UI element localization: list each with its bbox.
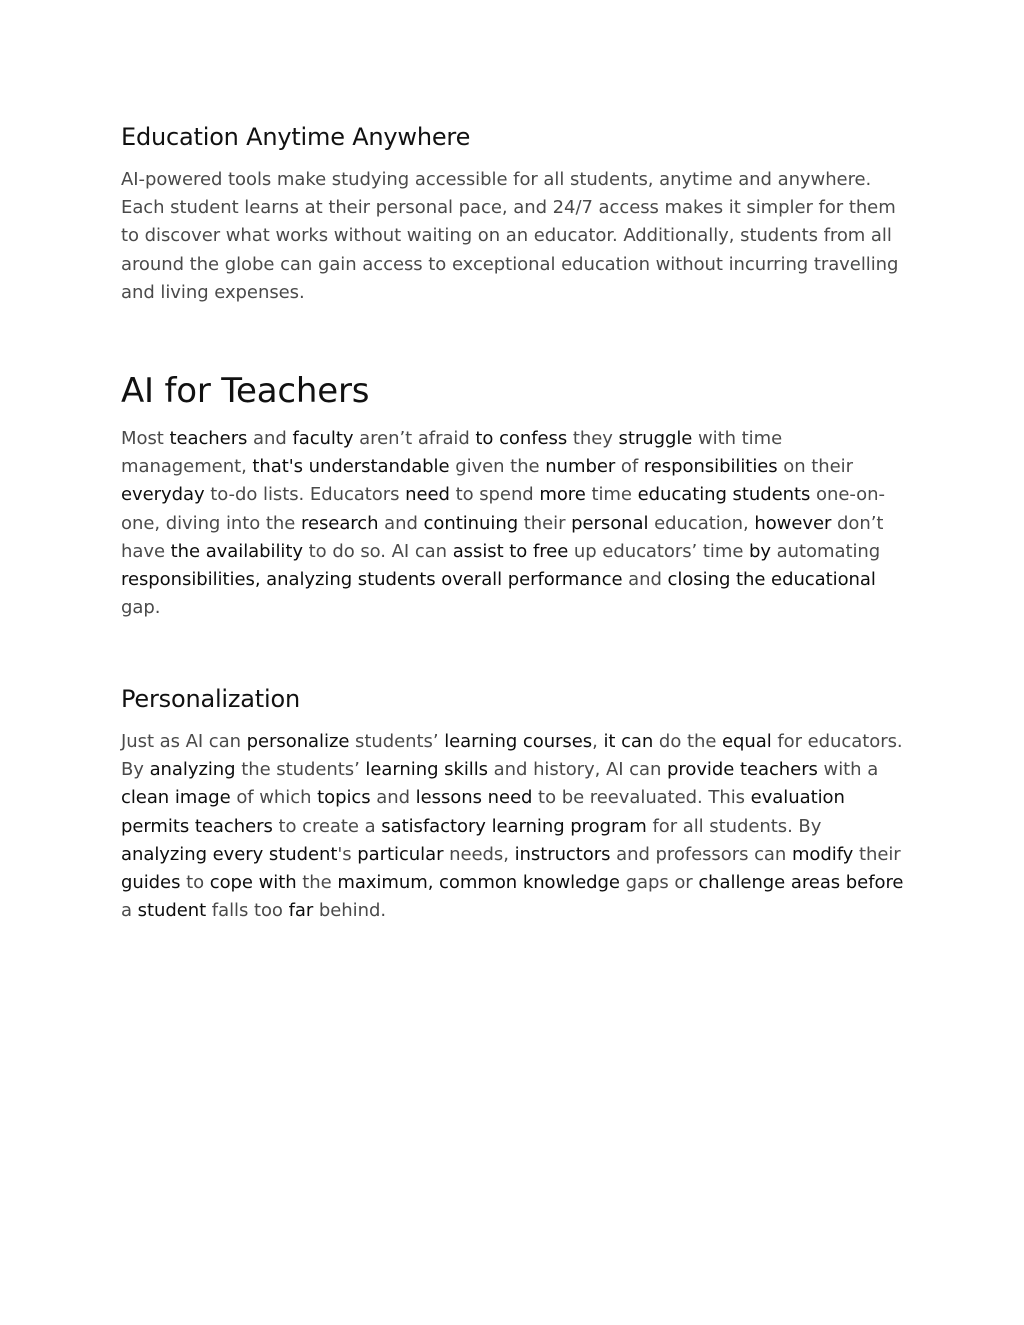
text-run: to confess [475,428,568,449]
section-heading-ai-for-teachers: AI for Teachers [121,371,370,411]
text-run: need [405,484,450,506]
text-run: modify [791,843,854,865]
text-run: number [545,456,616,478]
text-run: to create a [272,815,382,837]
text-run: evaluation permits teachers [121,787,845,837]
text-run: up educators’ time [568,540,750,562]
text-run: challenge areas before [698,872,904,894]
text-run: to be reevaluated. This [532,787,751,809]
section-paragraph-personalization [121,728,911,925]
text-run: given the [449,456,546,478]
text-run: for educators. By [121,731,903,781]
text-run: satisfactory learning program [381,815,647,837]
text-run: their [518,512,572,534]
text-run: cope with [209,872,297,894]
text-run: gaps or [619,872,699,894]
text-run: to do so. AI can [303,540,453,562]
text-run: of [615,456,644,478]
text-run: learning skills [365,759,489,781]
text-run: and [370,787,416,809]
text-run: faculty [292,428,354,449]
text-run: do the [653,731,723,752]
text-run: clean image [121,787,231,809]
text-run: by [749,540,772,562]
text-run: learning courses [444,731,593,752]
text-run: personalize [246,731,350,752]
text-run: to spend [449,484,540,506]
text-run: guides [121,872,181,894]
text-run: falls too [206,900,289,922]
text-run: teachers [169,428,248,449]
text-run: research [301,512,379,534]
section-paragraph-ai-for-teachers [121,425,911,622]
text-run: behind. [313,900,386,922]
text-run: student [137,900,207,922]
text-run: it can [603,731,654,752]
section-paragraph-education-anytime [121,166,911,307]
text-run: assist to free [452,540,569,562]
text-run: everyday [121,484,205,506]
text-run: continuing [423,512,519,534]
text-run: with time management, [121,428,783,478]
text-run: and history, AI can [488,759,668,781]
text-run: 's [337,843,358,865]
text-run: provide teachers [667,759,818,781]
text-run: lessons need [415,787,533,809]
text-run: gap. [121,597,161,619]
text-run: and [622,569,668,591]
text-run: AI-powered tools make studying accessible for all students, anytime and anywhere. Each student learns at their personal pace, and 24/7 access makes it simpler for them to discover what works without waiting on an educator. Additionally, students from all around the globe can gain access to exceptional education without incurring travelling and living expenses. [121,169,899,303]
text-run: maximum, common knowledge [337,872,620,894]
text-run: for all students. By [646,815,822,837]
text-run: struggle [618,428,693,449]
text-run: closing the educational [667,569,876,591]
section-heading-personalization: Personalization [121,685,300,713]
text-run: and [247,428,293,449]
text-run: , [592,731,604,752]
text-run: with a [817,759,879,781]
text-run: don’t have [121,512,884,562]
text-run: to-do lists. Educators [204,484,406,506]
text-run: one-on-one, diving into the [121,484,885,534]
text-run: automating [771,540,881,562]
text-run: more [539,484,586,506]
text-run: the availability [170,540,303,562]
text-run: the students’ [235,759,366,781]
text-run: educating students [637,484,811,506]
text-run: aren’t afraid [353,428,476,449]
text-run: and professors can [610,843,792,865]
text-run: education, [648,512,755,534]
text-run: their [853,843,901,865]
text-run: of which [230,787,318,809]
text-run: time [585,484,638,506]
text-run: personal [571,512,649,534]
text-run: and [378,512,424,534]
text-run: the [296,872,338,894]
text-run: equal [722,731,772,752]
text-run: on their [777,456,853,478]
text-run: topics [317,787,371,809]
text-run: however [754,512,832,534]
text-run: needs, [443,843,515,865]
text-run: far [288,900,314,922]
text-run: particular [357,843,444,865]
text-run: responsibilities [643,456,778,478]
text-run: analyzing every student [121,843,338,865]
text-run: to [180,872,210,894]
text-run: a [121,900,138,922]
text-run: analyzing [149,759,236,781]
text-run: they [567,428,619,449]
text-run: that's understandable [252,456,450,478]
text-run: Just as AI can [121,731,247,752]
text-run: responsibilities, analyzing students overall performance [121,569,623,591]
text-run: students’ [349,731,445,752]
section-heading-education-anytime: Education Anytime Anywhere [121,123,471,151]
text-run: instructors [514,843,611,865]
text-run: Most [121,428,170,449]
